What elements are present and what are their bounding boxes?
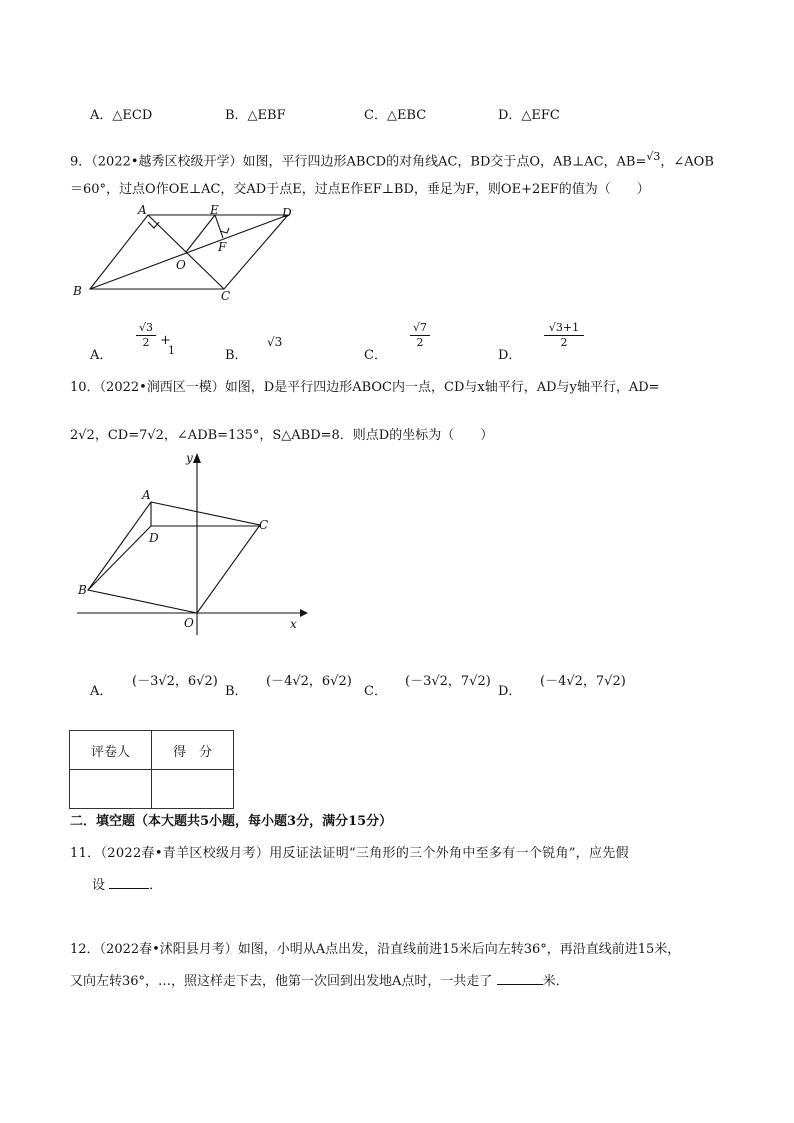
q9-option-c-label: C． xyxy=(364,348,387,363)
q9-option-b-label: B． xyxy=(225,348,248,363)
fraction-numerator: √7 xyxy=(410,321,430,336)
q11-stem-end: ． xyxy=(149,878,163,893)
score-header: 得 分 xyxy=(152,731,234,770)
q9-option-d-fraction xyxy=(544,321,584,350)
fraction-denominator: 2 xyxy=(416,336,424,349)
label-d: D xyxy=(282,206,292,220)
q12-stem-line1: 12．（2022春•沭阳县月考）如图，小明从A点出发，沿直线前进15米后向左转36°，再沿直线前进15米， xyxy=(70,942,681,957)
q10-option-b-value: (－4√2，6√2) xyxy=(266,674,352,689)
fraction-numerator: √3 xyxy=(136,321,156,336)
q12-answer-blank[interactable] xyxy=(497,974,543,985)
segment-db xyxy=(88,526,151,590)
q11-stem-line2 xyxy=(92,874,162,893)
label-a: A xyxy=(138,203,147,217)
score-cell[interactable] xyxy=(152,770,234,809)
label-d: D xyxy=(149,531,159,545)
score-table xyxy=(69,730,234,809)
q10-option-a-value: (－3√2，6√2) xyxy=(132,674,218,689)
label-o: O xyxy=(176,258,186,272)
q10-option-a-label: A． xyxy=(90,684,113,699)
q8-option-a: A．△ECD xyxy=(90,108,153,123)
q11-stem-text: 设 xyxy=(92,878,106,893)
q12-stem-end: 米． xyxy=(542,974,569,989)
q9-option-a-one: 1 xyxy=(168,344,175,357)
fraction-denominator: 2 xyxy=(560,336,568,349)
q10-stem-line1: 10．（2022•涧西区一模）如图，D是平行四边形ABOC内一点，CD与x轴平行，AD与y轴平行，AD= xyxy=(70,380,660,395)
q10-option-d-label: D． xyxy=(498,684,522,699)
label-c: C xyxy=(259,518,269,532)
q10-option-c-value: (－3√2，7√2) xyxy=(405,674,491,689)
q10-option-d-value: (－4√2，7√2) xyxy=(540,674,626,689)
q9-option-d-label: D． xyxy=(498,348,522,363)
segment-ef xyxy=(215,215,223,238)
label-y: y xyxy=(186,451,193,465)
fraction-denominator: 2 xyxy=(142,336,150,349)
q8-option-c: C．△EBC xyxy=(364,108,427,123)
label-o: O xyxy=(184,616,194,630)
y-axis-arrow xyxy=(193,453,201,463)
q9-stem-line2: ＝60°，过点O作OE⊥AC，交AD于点E，过点E作EF⊥BD，垂足为F，则OE+2EF的值为（ ） xyxy=(70,182,650,197)
q9-option-a-fraction xyxy=(136,321,156,350)
right-angle-a xyxy=(148,222,159,228)
q10-option-b-label: B． xyxy=(225,684,248,699)
q9-option-b-value: √3 xyxy=(267,335,283,349)
label-e: E xyxy=(210,203,219,217)
q9-stem-end: ，∠AOB xyxy=(660,154,714,170)
q9-option-a-label: A． xyxy=(90,348,113,363)
plus-sign: + xyxy=(160,333,171,348)
q11-stem-line1: 11．（2022春•青羊区校级月考）用反证法证明“三角形的三个外角中至多有一个锐角”，应先假 xyxy=(70,846,629,861)
q9-stem-text: 9．（2022•越秀区校级开学）如图，平行四边形ABCD的对角线AC，BD交于点O，AB⊥AC，AB= xyxy=(70,154,647,170)
q9-stem-line1 xyxy=(70,150,714,169)
q9-sqrt3: √3 xyxy=(646,150,661,163)
q9-option-c-fraction xyxy=(410,321,430,350)
label-f: F xyxy=(218,240,227,254)
reviewer-cell[interactable] xyxy=(70,770,152,809)
q9-figure xyxy=(70,200,310,305)
fraction-numerator: √3+1 xyxy=(544,321,584,336)
segment-oe xyxy=(186,215,215,252)
q12-stem-text: 又向左转36°，…，照这样走下去，他第一次回到出发地A点时，一共走了 xyxy=(70,974,493,989)
label-b: B xyxy=(78,583,87,597)
q12-stem-line2 xyxy=(70,970,569,989)
q10-option-c-label: C． xyxy=(364,684,387,699)
parallelogram-aboc xyxy=(88,502,260,613)
x-axis-arrow xyxy=(300,609,308,617)
q11-answer-blank[interactable] xyxy=(109,878,149,889)
label-b: B xyxy=(73,284,82,298)
q10-stem-line2: 2√2，CD=7√2，∠ADB=135°，S△ABD=8．则点D的坐标为（ ） xyxy=(70,428,494,443)
q10-figure xyxy=(72,450,312,635)
q8-option-b: B．△EBF xyxy=(225,108,286,123)
label-x: x xyxy=(290,617,297,631)
section-2-title: 二．填空题（本大题共5小题，每小题3分，满分15分） xyxy=(70,814,393,829)
reviewer-header: 评卷人 xyxy=(70,731,152,770)
diagonal-bd xyxy=(90,215,288,289)
q8-option-d: D．△EFC xyxy=(498,108,560,123)
label-a: A xyxy=(142,488,151,502)
label-c: C xyxy=(221,289,231,303)
